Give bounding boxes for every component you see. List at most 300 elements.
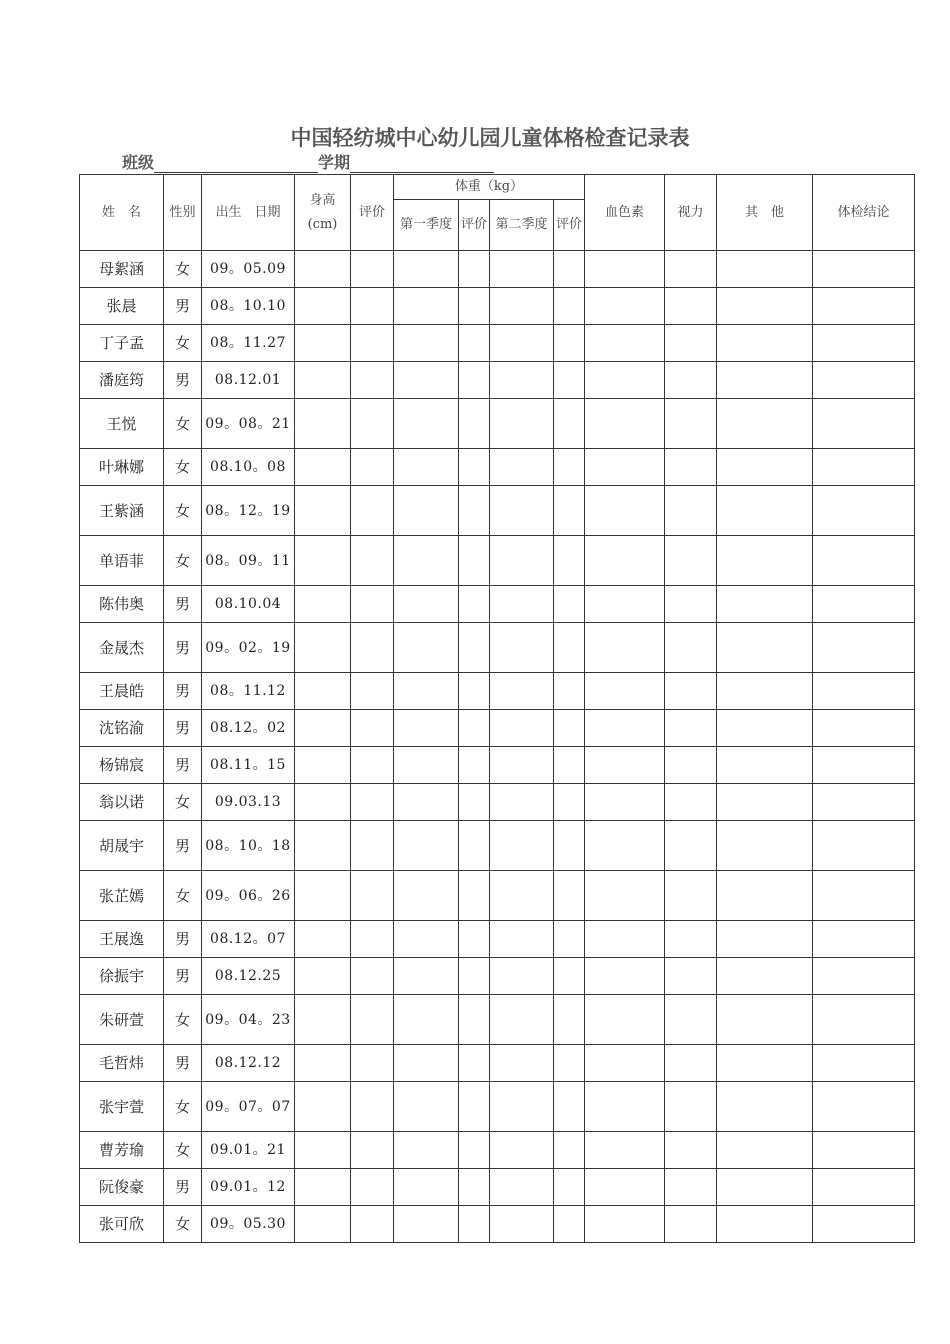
weight-q1-eval-cell[interactable]	[459, 747, 490, 784]
height-cell[interactable]	[295, 251, 351, 288]
other-cell[interactable]	[717, 288, 813, 325]
weight-q1-eval-cell[interactable]	[459, 921, 490, 958]
weight-q2-eval-cell[interactable]	[554, 1082, 585, 1132]
table-row	[80, 362, 915, 399]
conclusion-cell[interactable]	[813, 871, 915, 921]
hemoglobin-cell[interactable]	[585, 623, 665, 673]
student-gender: 女	[164, 995, 202, 1045]
student-birth-date: 08.12。07	[202, 921, 295, 958]
weight-q1-cell[interactable]	[394, 1132, 459, 1169]
height-eval-cell[interactable]	[351, 1169, 394, 1206]
student-birth-date: 08。10。18	[202, 821, 295, 871]
weight-q2-cell[interactable]	[490, 995, 554, 1045]
conclusion-cell[interactable]	[813, 486, 915, 536]
vision-cell[interactable]	[665, 1045, 717, 1082]
vision-cell[interactable]	[665, 871, 717, 921]
weight-q2-eval-cell[interactable]	[554, 871, 585, 921]
vision-cell[interactable]	[665, 1082, 717, 1132]
height-cell[interactable]	[295, 1082, 351, 1132]
height-cell[interactable]	[295, 784, 351, 821]
hemoglobin-cell[interactable]	[585, 958, 665, 995]
weight-q1-eval-cell[interactable]	[459, 995, 490, 1045]
student-gender: 女	[164, 1132, 202, 1169]
term-blank[interactable]	[350, 154, 494, 173]
table-row	[80, 1132, 915, 1169]
conclusion-cell[interactable]	[813, 1132, 915, 1169]
vision-cell[interactable]	[665, 1169, 717, 1206]
header-height: 身高(cm)	[295, 175, 351, 251]
weight-q1-cell[interactable]	[394, 586, 459, 623]
weight-q2-eval-cell[interactable]	[554, 449, 585, 486]
weight-q2-cell[interactable]	[490, 288, 554, 325]
height-cell[interactable]	[295, 1206, 351, 1243]
other-cell[interactable]	[717, 921, 813, 958]
student-birth-date: 08。09。11	[202, 536, 295, 586]
conclusion-cell[interactable]	[813, 1169, 915, 1206]
student-gender: 男	[164, 958, 202, 995]
height-cell[interactable]	[295, 362, 351, 399]
vision-cell[interactable]	[665, 623, 717, 673]
height-cell[interactable]	[295, 1169, 351, 1206]
vision-cell[interactable]	[665, 251, 717, 288]
student-gender: 女	[164, 1082, 202, 1132]
student-gender: 男	[164, 288, 202, 325]
student-name: 王展逸	[80, 921, 164, 958]
student-gender: 男	[164, 710, 202, 747]
weight-q1-eval-cell[interactable]	[459, 536, 490, 586]
weight-q2-cell[interactable]	[490, 325, 554, 362]
other-cell[interactable]	[717, 486, 813, 536]
hemoglobin-cell[interactable]	[585, 673, 665, 710]
student-gender: 女	[164, 871, 202, 921]
weight-q1-eval-cell[interactable]	[459, 362, 490, 399]
weight-q1-eval-cell[interactable]	[459, 1169, 490, 1206]
height-eval-cell[interactable]	[351, 362, 394, 399]
weight-q2-cell[interactable]	[490, 362, 554, 399]
weight-q2-eval-cell[interactable]	[554, 399, 585, 449]
vision-cell[interactable]	[665, 362, 717, 399]
conclusion-cell[interactable]	[813, 536, 915, 586]
weight-q1-cell[interactable]	[394, 921, 459, 958]
hemoglobin-cell[interactable]	[585, 362, 665, 399]
weight-q2-eval-cell[interactable]	[554, 821, 585, 871]
weight-q2-cell[interactable]	[490, 251, 554, 288]
weight-q1-eval-cell[interactable]	[459, 586, 490, 623]
height-cell[interactable]	[295, 747, 351, 784]
weight-q2-cell[interactable]	[490, 784, 554, 821]
weight-q2-eval-cell[interactable]	[554, 623, 585, 673]
weight-q2-cell[interactable]	[490, 673, 554, 710]
other-cell[interactable]	[717, 821, 813, 871]
height-cell[interactable]	[295, 1132, 351, 1169]
student-name: 毛哲炜	[80, 1045, 164, 1082]
student-gender: 女	[164, 325, 202, 362]
hemoglobin-cell[interactable]	[585, 1169, 665, 1206]
weight-q1-cell[interactable]	[394, 710, 459, 747]
vision-cell[interactable]	[665, 921, 717, 958]
height-cell[interactable]	[295, 449, 351, 486]
student-gender: 女	[164, 449, 202, 486]
vision-cell[interactable]	[665, 747, 717, 784]
other-cell[interactable]	[717, 871, 813, 921]
weight-q2-cell[interactable]	[490, 1169, 554, 1206]
weight-q2-eval-cell[interactable]	[554, 673, 585, 710]
conclusion-cell[interactable]	[813, 251, 915, 288]
table-row	[80, 710, 915, 747]
vision-cell[interactable]	[665, 821, 717, 871]
class-blank[interactable]	[154, 154, 318, 173]
weight-q1-cell[interactable]	[394, 995, 459, 1045]
hemoglobin-cell[interactable]	[585, 747, 665, 784]
hemoglobin-cell[interactable]	[585, 325, 665, 362]
height-eval-cell[interactable]	[351, 1045, 394, 1082]
weight-q2-eval-cell[interactable]	[554, 362, 585, 399]
conclusion-cell[interactable]	[813, 995, 915, 1045]
vision-cell[interactable]	[665, 325, 717, 362]
hemoglobin-cell[interactable]	[585, 821, 665, 871]
vision-cell[interactable]	[665, 995, 717, 1045]
student-birth-date: 09.01。12	[202, 1169, 295, 1206]
weight-q2-eval-cell[interactable]	[554, 747, 585, 784]
height-cell[interactable]	[295, 536, 351, 586]
vision-cell[interactable]	[665, 536, 717, 586]
student-birth-date: 09。02。19	[202, 623, 295, 673]
weight-q2-cell[interactable]	[490, 536, 554, 586]
student-name: 王紫涵	[80, 486, 164, 536]
weight-q1-cell[interactable]	[394, 1206, 459, 1243]
weight-q1-eval-cell[interactable]	[459, 325, 490, 362]
student-birth-date: 09.01。21	[202, 1132, 295, 1169]
conclusion-cell[interactable]	[813, 399, 915, 449]
other-cell[interactable]	[717, 449, 813, 486]
weight-q2-eval-cell[interactable]	[554, 958, 585, 995]
weight-q1-eval-cell[interactable]	[459, 1132, 490, 1169]
height-cell[interactable]	[295, 288, 351, 325]
weight-q1-cell[interactable]	[394, 362, 459, 399]
weight-q2-eval-cell[interactable]	[554, 1045, 585, 1082]
student-gender: 男	[164, 921, 202, 958]
height-cell[interactable]	[295, 623, 351, 673]
weight-q2-eval-cell[interactable]	[554, 288, 585, 325]
student-gender: 男	[164, 673, 202, 710]
height-eval-cell[interactable]	[351, 288, 394, 325]
student-name: 王悦	[80, 399, 164, 449]
height-eval-cell[interactable]	[351, 747, 394, 784]
student-birth-date: 09。06。26	[202, 871, 295, 921]
weight-q2-eval-cell[interactable]	[554, 536, 585, 586]
student-name: 单语菲	[80, 536, 164, 586]
height-cell[interactable]	[295, 995, 351, 1045]
weight-q2-eval-cell[interactable]	[554, 251, 585, 288]
conclusion-cell[interactable]	[813, 784, 915, 821]
weight-q2-eval-cell[interactable]	[554, 710, 585, 747]
hemoglobin-cell[interactable]	[585, 921, 665, 958]
weight-q2-eval-cell[interactable]	[554, 995, 585, 1045]
weight-q1-eval-cell[interactable]	[459, 449, 490, 486]
height-eval-cell[interactable]	[351, 1206, 394, 1243]
weight-q1-cell[interactable]	[394, 871, 459, 921]
weight-q1-cell[interactable]	[394, 251, 459, 288]
hemoglobin-cell[interactable]	[585, 871, 665, 921]
student-birth-date: 08.11。15	[202, 747, 295, 784]
conclusion-cell[interactable]	[813, 325, 915, 362]
other-cell[interactable]	[717, 325, 813, 362]
hemoglobin-cell[interactable]	[585, 251, 665, 288]
weight-q1-eval-cell[interactable]	[459, 251, 490, 288]
weight-q2-cell[interactable]	[490, 1132, 554, 1169]
hemoglobin-cell[interactable]	[585, 449, 665, 486]
height-cell[interactable]	[295, 486, 351, 536]
conclusion-cell[interactable]	[813, 710, 915, 747]
weight-q2-cell[interactable]	[490, 1206, 554, 1243]
table-row	[80, 1206, 915, 1243]
weight-q1-eval-cell[interactable]	[459, 486, 490, 536]
other-cell[interactable]	[717, 1169, 813, 1206]
student-gender: 男	[164, 747, 202, 784]
height-eval-cell[interactable]	[351, 784, 394, 821]
height-cell[interactable]	[295, 710, 351, 747]
weight-q1-eval-cell[interactable]	[459, 1082, 490, 1132]
student-name: 张可欣	[80, 1206, 164, 1243]
weight-q1-eval-cell[interactable]	[459, 871, 490, 921]
weight-q1-cell[interactable]	[394, 1169, 459, 1206]
conclusion-cell[interactable]	[813, 1045, 915, 1082]
height-eval-cell[interactable]	[351, 995, 394, 1045]
student-name: 叶琳娜	[80, 449, 164, 486]
height-eval-cell[interactable]	[351, 536, 394, 586]
conclusion-cell[interactable]	[813, 623, 915, 673]
weight-q2-eval-cell[interactable]	[554, 325, 585, 362]
vision-cell[interactable]	[665, 1132, 717, 1169]
vision-cell[interactable]	[665, 958, 717, 995]
hemoglobin-cell[interactable]	[585, 399, 665, 449]
height-eval-cell[interactable]	[351, 710, 394, 747]
student-birth-date: 09。07。07	[202, 1082, 295, 1132]
weight-q2-eval-cell[interactable]	[554, 1206, 585, 1243]
vision-cell[interactable]	[665, 586, 717, 623]
student-gender: 男	[164, 623, 202, 673]
weight-q1-eval-cell[interactable]	[459, 958, 490, 995]
other-cell[interactable]	[717, 536, 813, 586]
other-cell[interactable]	[717, 1045, 813, 1082]
height-cell[interactable]	[295, 586, 351, 623]
vision-cell[interactable]	[665, 673, 717, 710]
weight-q2-eval-cell[interactable]	[554, 921, 585, 958]
weight-q1-cell[interactable]	[394, 1045, 459, 1082]
weight-q1-eval-cell[interactable]	[459, 784, 490, 821]
other-cell[interactable]	[717, 1082, 813, 1132]
table-row	[80, 586, 915, 623]
other-cell[interactable]	[717, 1206, 813, 1243]
hemoglobin-cell[interactable]	[585, 536, 665, 586]
student-birth-date: 09。08。21	[202, 399, 295, 449]
other-cell[interactable]	[717, 362, 813, 399]
height-cell[interactable]	[295, 821, 351, 871]
header-eval-q1: 评价	[459, 200, 490, 251]
hemoglobin-cell[interactable]	[585, 486, 665, 536]
height-eval-cell[interactable]	[351, 251, 394, 288]
other-cell[interactable]	[717, 251, 813, 288]
height-eval-cell[interactable]	[351, 821, 394, 871]
height-eval-cell[interactable]	[351, 623, 394, 673]
student-gender: 女	[164, 536, 202, 586]
vision-cell[interactable]	[665, 1206, 717, 1243]
hemoglobin-cell[interactable]	[585, 288, 665, 325]
height-eval-cell[interactable]	[351, 325, 394, 362]
height-cell[interactable]	[295, 921, 351, 958]
weight-q2-cell[interactable]	[490, 399, 554, 449]
weight-q1-eval-cell[interactable]	[459, 288, 490, 325]
student-name: 沈铭渝	[80, 710, 164, 747]
page-title: 中国轻纺城中心幼儿园儿童体格检查记录表	[290, 125, 690, 150]
header-weight: 体重（kg）	[394, 175, 585, 200]
weight-q1-eval-cell[interactable]	[459, 1206, 490, 1243]
weight-q2-cell[interactable]	[490, 921, 554, 958]
conclusion-cell[interactable]	[813, 1082, 915, 1132]
student-birth-date: 08。12。19	[202, 486, 295, 536]
table-row	[80, 536, 915, 586]
height-eval-cell[interactable]	[351, 958, 394, 995]
other-cell[interactable]	[717, 586, 813, 623]
weight-q2-cell[interactable]	[490, 821, 554, 871]
weight-q2-cell[interactable]	[490, 710, 554, 747]
conclusion-cell[interactable]	[813, 362, 915, 399]
weight-q2-eval-cell[interactable]	[554, 586, 585, 623]
weight-q1-eval-cell[interactable]	[459, 399, 490, 449]
weight-q1-cell[interactable]	[394, 449, 459, 486]
weight-q2-cell[interactable]	[490, 486, 554, 536]
height-eval-cell[interactable]	[351, 921, 394, 958]
other-cell[interactable]	[717, 623, 813, 673]
weight-q2-eval-cell[interactable]	[554, 486, 585, 536]
weight-q2-eval-cell[interactable]	[554, 1169, 585, 1206]
conclusion-cell[interactable]	[813, 1206, 915, 1243]
weight-q1-cell[interactable]	[394, 325, 459, 362]
health-check-table	[79, 174, 915, 1243]
vision-cell[interactable]	[665, 710, 717, 747]
hemoglobin-cell[interactable]	[585, 1045, 665, 1082]
hemoglobin-cell[interactable]	[585, 710, 665, 747]
vision-cell[interactable]	[665, 449, 717, 486]
weight-q2-cell[interactable]	[490, 449, 554, 486]
weight-q1-cell[interactable]	[394, 288, 459, 325]
vision-cell[interactable]	[665, 399, 717, 449]
student-gender: 男	[164, 1169, 202, 1206]
vision-cell[interactable]	[665, 784, 717, 821]
height-cell[interactable]	[295, 958, 351, 995]
weight-q2-cell[interactable]	[490, 958, 554, 995]
weight-q1-cell[interactable]	[394, 821, 459, 871]
weight-q2-cell[interactable]	[490, 623, 554, 673]
student-gender: 男	[164, 586, 202, 623]
weight-q1-eval-cell[interactable]	[459, 623, 490, 673]
other-cell[interactable]	[717, 747, 813, 784]
height-eval-cell[interactable]	[351, 1082, 394, 1132]
hemoglobin-cell[interactable]	[585, 1132, 665, 1169]
weight-q1-eval-cell[interactable]	[459, 1045, 490, 1082]
weight-q2-cell[interactable]	[490, 1045, 554, 1082]
student-name: 翁以诺	[80, 784, 164, 821]
other-cell[interactable]	[717, 958, 813, 995]
weight-q1-eval-cell[interactable]	[459, 673, 490, 710]
weight-q1-cell[interactable]	[394, 486, 459, 536]
header-conclusion: 体检结论	[813, 175, 915, 251]
height-eval-cell[interactable]	[351, 1132, 394, 1169]
height-eval-cell[interactable]	[351, 871, 394, 921]
hemoglobin-cell[interactable]	[585, 995, 665, 1045]
hemoglobin-cell[interactable]	[585, 784, 665, 821]
hemoglobin-cell[interactable]	[585, 1206, 665, 1243]
student-birth-date: 08.10。08	[202, 449, 295, 486]
other-cell[interactable]	[717, 673, 813, 710]
class-label: 班级	[122, 153, 155, 172]
student-name: 丁子孟	[80, 325, 164, 362]
other-cell[interactable]	[717, 784, 813, 821]
conclusion-cell[interactable]	[813, 673, 915, 710]
conclusion-cell[interactable]	[813, 958, 915, 995]
conclusion-cell[interactable]	[813, 288, 915, 325]
other-cell[interactable]	[717, 399, 813, 449]
weight-q1-cell[interactable]	[394, 623, 459, 673]
height-eval-cell[interactable]	[351, 399, 394, 449]
weight-q1-cell[interactable]	[394, 784, 459, 821]
weight-q1-cell[interactable]	[394, 673, 459, 710]
conclusion-cell[interactable]	[813, 747, 915, 784]
vision-cell[interactable]	[665, 288, 717, 325]
table-row	[80, 1045, 915, 1082]
weight-q2-cell[interactable]	[490, 871, 554, 921]
height-cell[interactable]	[295, 871, 351, 921]
weight-q1-cell[interactable]	[394, 399, 459, 449]
height-eval-cell[interactable]	[351, 449, 394, 486]
weight-q1-cell[interactable]	[394, 536, 459, 586]
table-row	[80, 821, 915, 871]
height-cell[interactable]	[295, 673, 351, 710]
weight-q1-eval-cell[interactable]	[459, 821, 490, 871]
table-row	[80, 399, 915, 449]
height-eval-cell[interactable]	[351, 586, 394, 623]
weight-q1-cell[interactable]	[394, 747, 459, 784]
conclusion-cell[interactable]	[813, 821, 915, 871]
weight-q1-cell[interactable]	[394, 1082, 459, 1132]
other-cell[interactable]	[717, 710, 813, 747]
weight-q1-cell[interactable]	[394, 958, 459, 995]
weight-q2-cell[interactable]	[490, 1082, 554, 1132]
other-cell[interactable]	[717, 1132, 813, 1169]
weight-q2-eval-cell[interactable]	[554, 1132, 585, 1169]
weight-q2-cell[interactable]	[490, 586, 554, 623]
vision-cell[interactable]	[665, 486, 717, 536]
header-birth: 出生 日期	[202, 175, 295, 251]
conclusion-cell[interactable]	[813, 586, 915, 623]
height-eval-cell[interactable]	[351, 673, 394, 710]
student-birth-date: 09.03.13	[202, 784, 295, 821]
weight-q2-eval-cell[interactable]	[554, 784, 585, 821]
table-row	[80, 871, 915, 921]
height-eval-cell[interactable]	[351, 486, 394, 536]
other-cell[interactable]	[717, 995, 813, 1045]
height-cell[interactable]	[295, 325, 351, 362]
height-cell[interactable]	[295, 1045, 351, 1082]
conclusion-cell[interactable]	[813, 449, 915, 486]
weight-q1-eval-cell[interactable]	[459, 710, 490, 747]
conclusion-cell[interactable]	[813, 921, 915, 958]
weight-q2-cell[interactable]	[490, 747, 554, 784]
table-row	[80, 623, 915, 673]
height-cell[interactable]	[295, 399, 351, 449]
hemoglobin-cell[interactable]	[585, 586, 665, 623]
hemoglobin-cell[interactable]	[585, 1082, 665, 1132]
